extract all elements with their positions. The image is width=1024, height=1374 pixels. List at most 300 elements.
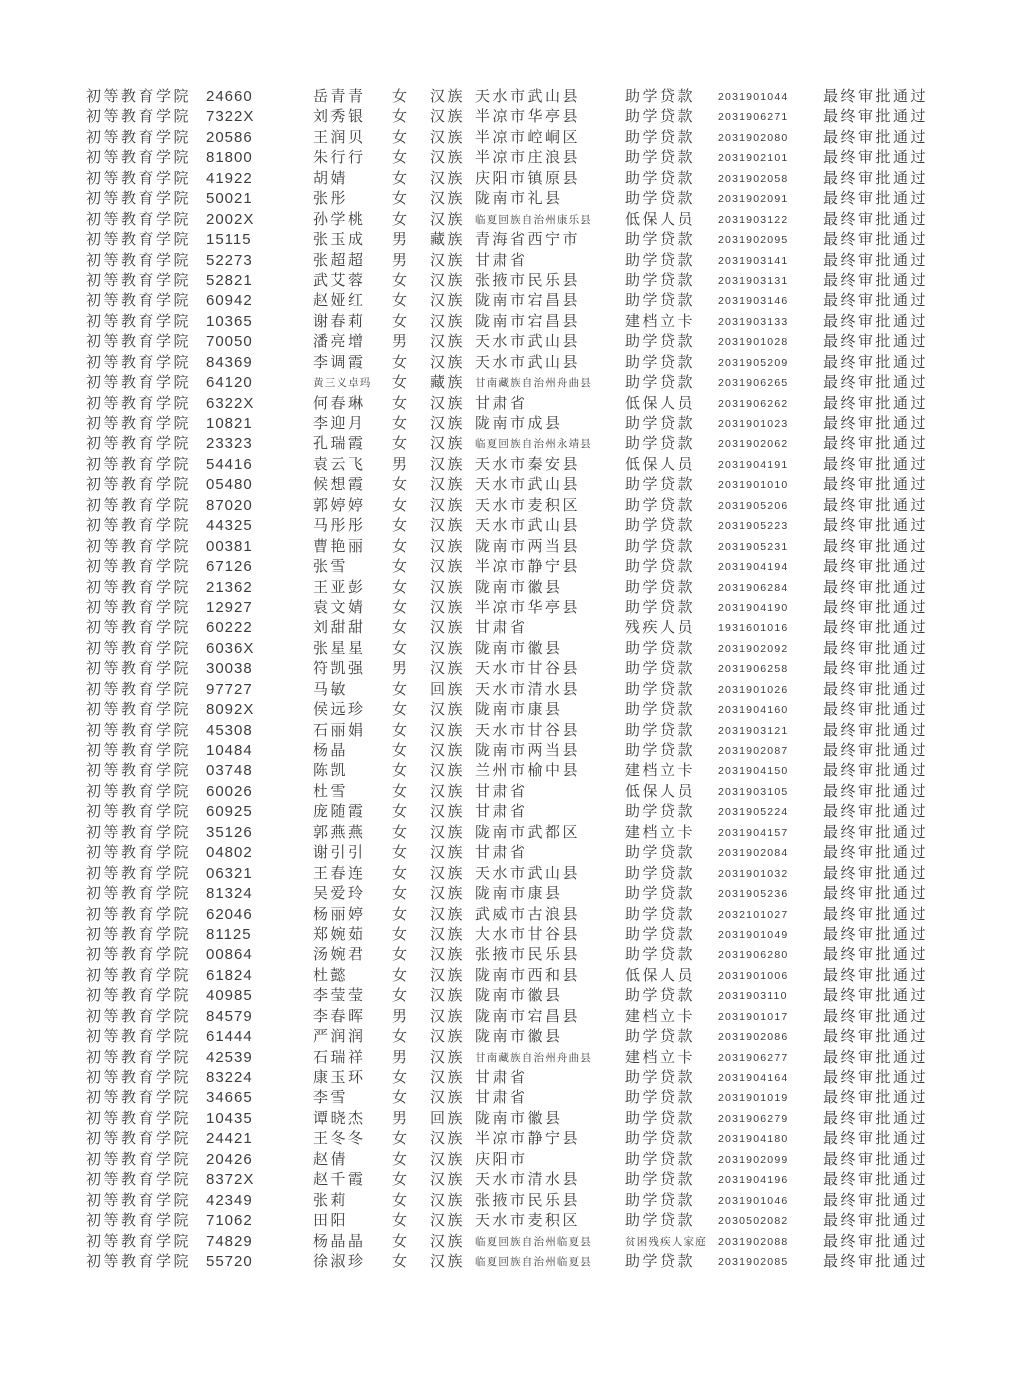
name-cell: 杨晶 <box>313 742 349 759</box>
name-cell: 岳青青 <box>313 88 366 105</box>
ethnicity-cell: 汉族 <box>430 210 466 228</box>
ethnicity-cell: 汉族 <box>430 537 466 555</box>
table-row <box>0 700 1024 720</box>
name-cell: 李迎月 <box>313 415 366 432</box>
app_no-cell: 2031903122 <box>718 213 789 226</box>
gender-cell: 男 <box>392 1048 410 1066</box>
college-cell: 初等教育学院 <box>86 149 192 167</box>
ethnicity-cell: 汉族 <box>430 190 466 208</box>
aid_type-cell: 低保人员 <box>625 455 696 473</box>
id-cell: 54416 <box>206 455 253 473</box>
id-cell: 55720 <box>206 1252 253 1270</box>
aid_type-cell: 助学贷款 <box>625 190 696 208</box>
app_no-cell: 2031903110 <box>718 990 788 1003</box>
origin-cell: 天水市麦积区 <box>475 496 581 514</box>
origin-cell: 庆阳市镇原县 <box>475 169 581 187</box>
name-cell: 朱行行 <box>313 149 366 167</box>
app_no-cell: 2031902058 <box>718 172 789 185</box>
gender-cell: 女 <box>392 353 410 371</box>
ethnicity-cell: 汉族 <box>430 333 466 351</box>
id-cell: 00864 <box>206 946 253 964</box>
ethnicity-cell: 汉族 <box>430 1191 466 1209</box>
ethnicity-cell: 汉族 <box>430 1171 466 1189</box>
id-cell: 60925 <box>206 803 253 821</box>
origin-cell: 陇南市徽县 <box>475 578 563 596</box>
status-cell: 最终审批通过 <box>823 619 929 637</box>
aid_type-cell: 助学贷款 <box>625 925 696 943</box>
college-cell: 初等教育学院 <box>86 558 192 576</box>
college-cell: 初等教育学院 <box>86 987 192 1005</box>
status-cell: 最终审批通过 <box>823 639 929 657</box>
gender-cell: 女 <box>392 169 410 187</box>
status-cell: 最终审批通过 <box>823 987 929 1005</box>
gender-cell: 女 <box>392 108 410 126</box>
id-cell: 24421 <box>206 1130 253 1148</box>
college-cell: 初等教育学院 <box>86 1171 192 1189</box>
origin-cell: 半凉市静宁县 <box>475 1130 581 1148</box>
aid_type-cell: 助学贷款 <box>625 639 696 657</box>
ethnicity-cell: 汉族 <box>430 885 466 903</box>
ethnicity-cell: 汉族 <box>430 108 466 126</box>
id-cell: 2002X <box>206 210 255 228</box>
origin-cell: 天水市武山县 <box>475 864 581 882</box>
app_no-cell: 2031901044 <box>718 91 789 103</box>
origin-cell: 甘肃省 <box>475 1069 528 1086</box>
name-cell: 张雪 <box>313 558 349 576</box>
table-row <box>0 1252 1024 1272</box>
table-row <box>0 1088 1024 1108</box>
college-cell: 初等教育学院 <box>86 1232 192 1250</box>
aid_type-cell: 助学贷款 <box>625 578 696 596</box>
app_no-cell: 2031902095 <box>718 234 789 247</box>
name-cell: 曹艳丽 <box>313 537 366 555</box>
gender-cell: 女 <box>392 271 410 289</box>
table-row <box>0 741 1024 761</box>
origin-cell: 半凉市庄浪县 <box>475 149 581 167</box>
name-cell: 杨晶晶 <box>313 1232 366 1250</box>
app_no-cell: 2031906265 <box>718 377 789 390</box>
aid_type-cell: 助学贷款 <box>625 88 696 105</box>
app_no-cell: 2031904191 <box>718 458 789 471</box>
app_no-cell: 2031906271 <box>718 111 789 124</box>
name-cell: 郭婷婷 <box>313 496 366 514</box>
ethnicity-cell: 汉族 <box>430 823 466 841</box>
id-cell: 61444 <box>206 1028 253 1046</box>
table-row <box>0 107 1024 127</box>
status-cell: 最终审批通过 <box>823 721 929 739</box>
name-cell: 张超超 <box>313 251 366 269</box>
id-cell: 60026 <box>206 782 253 800</box>
aid_type-cell: 助学贷款 <box>625 1171 696 1189</box>
id-cell: 42539 <box>206 1048 253 1066</box>
id-cell: 52273 <box>206 251 253 269</box>
id-cell: 67126 <box>206 558 253 576</box>
ethnicity-cell: 汉族 <box>430 925 466 943</box>
college-cell: 初等教育学院 <box>86 231 192 249</box>
app_no-cell: 2031906279 <box>718 1112 789 1125</box>
ethnicity-cell: 汉族 <box>430 578 466 596</box>
ethnicity-cell: 汉族 <box>430 1232 466 1250</box>
origin-cell: 半凉市华亭县 <box>475 598 581 616</box>
table-row <box>0 1232 1024 1252</box>
name-cell: 何春琳 <box>313 394 366 412</box>
table-row <box>0 87 1024 107</box>
origin-cell: 陇南市徽县 <box>475 639 563 657</box>
aid_type-cell: 助学贷款 <box>625 374 696 392</box>
name-cell: 候想霞 <box>313 476 366 494</box>
origin-cell: 天水市清水县 <box>475 680 581 698</box>
aid_type-cell: 助学贷款 <box>625 496 696 514</box>
name-cell: 汤婉君 <box>313 946 366 964</box>
status-cell: 最终审批通过 <box>823 231 929 249</box>
origin-cell: 陇南市两当县 <box>475 537 581 555</box>
table-row <box>0 802 1024 822</box>
table-row <box>0 475 1024 495</box>
origin-cell: 大水市甘谷县 <box>475 925 581 943</box>
college-cell: 初等教育学院 <box>86 925 192 943</box>
college-cell: 初等教育学院 <box>86 292 192 310</box>
app_no-cell: 2031902080 <box>718 131 789 144</box>
college-cell: 初等教育学院 <box>86 455 192 473</box>
app_no-cell: 2031903131 <box>718 274 789 287</box>
name-cell: 李雪 <box>313 1089 349 1107</box>
status-cell: 最终审批通过 <box>823 558 929 576</box>
id-cell: 8372X <box>206 1171 255 1189</box>
name-cell: 潘亮增 <box>313 333 366 351</box>
origin-cell: 甘肃省 <box>475 394 528 412</box>
aid_type-cell: 助学贷款 <box>625 128 696 146</box>
id-cell: 12927 <box>206 598 253 616</box>
gender-cell: 女 <box>392 517 410 535</box>
table-row <box>0 434 1024 454</box>
status-cell: 最终审批通过 <box>823 1028 929 1046</box>
table-row <box>0 864 1024 884</box>
aid_type-cell: 助学贷款 <box>625 1130 696 1148</box>
college-cell: 初等教育学院 <box>86 639 192 657</box>
ethnicity-cell: 汉族 <box>430 1212 466 1230</box>
origin-cell: 张掖市民乐县 <box>475 946 581 964</box>
origin-cell: 武威市古浪县 <box>475 905 581 923</box>
table-row <box>0 945 1024 965</box>
college-cell: 初等教育学院 <box>86 1028 192 1046</box>
table-row <box>0 598 1024 618</box>
app_no-cell: 2031904196 <box>718 1174 789 1187</box>
status-cell: 最终审批通过 <box>823 251 929 269</box>
status-cell: 最终审批通过 <box>823 415 929 432</box>
table-row <box>0 332 1024 352</box>
name-cell: 李春晖 <box>313 1007 366 1025</box>
id-cell: 30038 <box>206 660 253 678</box>
status-cell: 最终审批通过 <box>823 782 929 800</box>
status-cell: 最终审批通过 <box>823 1232 929 1250</box>
aid_type-cell: 助学贷款 <box>625 271 696 289</box>
aid_type-cell: 助学贷款 <box>625 149 696 167</box>
name-cell: 袁文婧 <box>313 598 366 616</box>
id-cell: 23323 <box>206 435 253 453</box>
id-cell: 81324 <box>206 885 253 903</box>
name-cell: 谢春莉 <box>313 312 366 330</box>
aid_type-cell: 助学贷款 <box>625 558 696 576</box>
name-cell: 赵娅红 <box>313 292 366 310</box>
origin-cell: 天水市武山县 <box>475 353 581 371</box>
app_no-cell: 2032101027 <box>718 908 789 921</box>
ethnicity-cell: 汉族 <box>430 721 466 739</box>
name-cell: 杨丽婷 <box>313 905 366 923</box>
origin-cell: 天水市甘谷县 <box>475 721 581 739</box>
origin-cell: 兰州市榆中县 <box>475 762 581 780</box>
ethnicity-cell: 汉族 <box>430 476 466 494</box>
gender-cell: 女 <box>392 1069 410 1086</box>
college-cell: 初等教育学院 <box>86 333 192 351</box>
aid_type-cell: 建档立卡 <box>625 312 696 330</box>
origin-cell: 天水市武山县 <box>475 88 581 105</box>
app_no-cell: 2031902091 <box>718 193 789 206</box>
origin-cell: 天水市甘谷县 <box>475 660 581 678</box>
table-row <box>0 312 1024 332</box>
gender-cell: 男 <box>392 231 410 249</box>
table-row <box>0 578 1024 598</box>
college-cell: 初等教育学院 <box>86 1069 192 1086</box>
status-cell: 最终审批通过 <box>823 455 929 473</box>
name-cell: 谢引引 <box>313 844 366 862</box>
id-cell: 71062 <box>206 1212 253 1230</box>
name-cell: 李莹莹 <box>313 987 366 1005</box>
ethnicity-cell: 汉族 <box>430 496 466 514</box>
college-cell: 初等教育学院 <box>86 1089 192 1107</box>
id-cell: 20426 <box>206 1150 253 1168</box>
aid_type-cell: 低保人员 <box>625 394 696 412</box>
ethnicity-cell: 汉族 <box>430 966 466 984</box>
college-cell: 初等教育学院 <box>86 435 192 453</box>
status-cell: 最终审批通过 <box>823 1171 929 1189</box>
aid_type-cell: 助学贷款 <box>625 1069 696 1086</box>
id-cell: 04802 <box>206 844 253 862</box>
gender-cell: 女 <box>392 946 410 964</box>
name-cell: 张彤 <box>313 190 349 208</box>
app_no-cell: 2031901046 <box>718 1194 789 1207</box>
ethnicity-cell: 回族 <box>430 1109 466 1127</box>
id-cell: 24660 <box>206 88 253 105</box>
table-row <box>0 516 1024 536</box>
origin-cell: 陇南市徽县 <box>475 987 563 1005</box>
app_no-cell: 2031905209 <box>718 356 789 369</box>
ethnicity-cell: 汉族 <box>430 1252 466 1270</box>
gender-cell: 女 <box>392 415 410 432</box>
gender-cell: 女 <box>392 537 410 555</box>
table-row <box>0 414 1024 434</box>
id-cell: 84579 <box>206 1007 253 1025</box>
status-cell: 最终审批通过 <box>823 353 929 371</box>
gender-cell: 女 <box>392 1252 410 1270</box>
name-cell: 马敏 <box>313 680 349 698</box>
ethnicity-cell: 汉族 <box>430 517 466 535</box>
name-cell: 石瑞祥 <box>313 1048 366 1066</box>
college-cell: 初等教育学院 <box>86 782 192 800</box>
gender-cell: 女 <box>392 905 410 923</box>
status-cell: 最终审批通过 <box>823 660 929 678</box>
name-cell: 孙学桃 <box>313 210 366 228</box>
table-row <box>0 884 1024 904</box>
name-cell: 田阳 <box>313 1212 349 1230</box>
app_no-cell: 2031905236 <box>718 888 789 901</box>
status-cell: 最终审批通过 <box>823 169 929 187</box>
college-cell: 初等教育学院 <box>86 619 192 637</box>
table-row <box>0 843 1024 863</box>
aid_type-cell: 低保人员 <box>625 966 696 984</box>
status-cell: 最终审批通过 <box>823 1150 929 1168</box>
origin-cell: 天水市武山县 <box>475 476 581 494</box>
name-cell: 康玉环 <box>313 1069 366 1086</box>
ethnicity-cell: 汉族 <box>430 782 466 800</box>
app_no-cell: 2031904180 <box>718 1133 789 1146</box>
table-row <box>0 1068 1024 1088</box>
aid_type-cell: 助学贷款 <box>625 292 696 310</box>
gender-cell: 女 <box>392 598 410 616</box>
status-cell: 最终审批通过 <box>823 88 929 105</box>
ethnicity-cell: 汉族 <box>430 1089 466 1107</box>
gender-cell: 女 <box>392 844 410 862</box>
name-cell: 孔瑞霞 <box>313 435 366 453</box>
aid_type-cell: 助学贷款 <box>625 742 696 759</box>
college-cell: 初等教育学院 <box>86 394 192 412</box>
name-cell: 黄三义卓玛 <box>313 377 372 390</box>
app_no-cell: 2031902062 <box>718 438 789 451</box>
aid_type-cell: 助学贷款 <box>625 946 696 964</box>
ethnicity-cell: 汉族 <box>430 598 466 616</box>
table-row <box>0 721 1024 741</box>
gender-cell: 女 <box>392 1130 410 1148</box>
status-cell: 最终审批通过 <box>823 394 929 412</box>
gender-cell: 女 <box>392 435 410 453</box>
gender-cell: 女 <box>392 885 410 903</box>
aid_type-cell: 助学贷款 <box>625 1089 696 1107</box>
table-row <box>0 618 1024 638</box>
aid_type-cell: 助学贷款 <box>625 435 696 453</box>
ethnicity-cell: 汉族 <box>430 1028 466 1046</box>
id-cell: 97727 <box>206 680 253 698</box>
table-row <box>0 291 1024 311</box>
app_no-cell: 2031901049 <box>718 928 789 941</box>
id-cell: 70050 <box>206 333 253 351</box>
aid_type-cell: 助学贷款 <box>625 353 696 371</box>
app_no-cell: 2031906262 <box>718 397 789 410</box>
name-cell: 陈凯 <box>313 762 349 780</box>
app_no-cell: 2031901028 <box>718 336 789 349</box>
ethnicity-cell: 汉族 <box>430 558 466 576</box>
gender-cell: 女 <box>392 803 410 821</box>
aid_type-cell: 助学贷款 <box>625 803 696 821</box>
table-row <box>0 394 1024 414</box>
app_no-cell: 2031905231 <box>718 540 789 553</box>
app_no-cell: 1931601016 <box>718 622 789 635</box>
name-cell: 王春连 <box>313 864 366 882</box>
gender-cell: 女 <box>392 312 410 330</box>
aid_type-cell: 助学贷款 <box>625 1028 696 1046</box>
id-cell: 6036X <box>206 639 255 657</box>
id-cell: 21362 <box>206 578 253 596</box>
table-row <box>0 1191 1024 1211</box>
app_no-cell: 2031905206 <box>718 499 789 512</box>
origin-cell: 陇南市西和县 <box>475 966 581 984</box>
gender-cell: 男 <box>392 1007 410 1025</box>
status-cell: 最终审批通过 <box>823 1109 929 1127</box>
status-cell: 最终审批通过 <box>823 1069 929 1086</box>
gender-cell: 女 <box>392 496 410 514</box>
id-cell: 42349 <box>206 1191 253 1209</box>
origin-cell: 张掖市民乐县 <box>475 1191 581 1209</box>
app_no-cell: 2031902092 <box>718 642 789 655</box>
college-cell: 初等教育学院 <box>86 88 192 105</box>
table-row <box>0 148 1024 168</box>
origin-cell: 陇南市徽县 <box>475 1028 563 1046</box>
college-cell: 初等教育学院 <box>86 169 192 187</box>
status-cell: 最终审批通过 <box>823 864 929 882</box>
status-cell: 最终审批通过 <box>823 374 929 392</box>
id-cell: 05480 <box>206 476 253 494</box>
college-cell: 初等教育学院 <box>86 1109 192 1127</box>
ethnicity-cell: 汉族 <box>430 128 466 146</box>
table-row <box>0 537 1024 557</box>
status-cell: 最终审批通过 <box>823 701 929 719</box>
name-cell: 袁云飞 <box>313 455 366 473</box>
table-row <box>0 271 1024 291</box>
gender-cell: 女 <box>392 149 410 167</box>
ethnicity-cell: 汉族 <box>430 639 466 657</box>
ethnicity-cell: 汉族 <box>430 394 466 412</box>
origin-cell: 青海省西宁市 <box>475 231 581 249</box>
origin-cell: 甘肃省 <box>475 803 528 821</box>
college-cell: 初等教育学院 <box>86 762 192 780</box>
college-cell: 初等教育学院 <box>86 496 192 514</box>
app_no-cell: 2031902085 <box>718 1255 789 1268</box>
college-cell: 初等教育学院 <box>86 1252 192 1270</box>
name-cell: 王润贝 <box>313 128 366 146</box>
gender-cell: 男 <box>392 455 410 473</box>
origin-cell: 陇南市康县 <box>475 885 563 903</box>
aid_type-cell: 助学贷款 <box>625 169 696 187</box>
aid_type-cell: 助学贷款 <box>625 415 696 432</box>
aid_type-cell: 助学贷款 <box>625 905 696 923</box>
status-cell: 最终审批通过 <box>823 885 929 903</box>
ethnicity-cell: 汉族 <box>430 803 466 821</box>
origin-cell: 陇南市康县 <box>475 701 563 719</box>
origin-cell: 临夏回族自治州康乐县 <box>475 213 592 226</box>
college-cell: 初等教育学院 <box>86 128 192 146</box>
app_no-cell: 2031901032 <box>718 867 789 880</box>
table-row <box>0 986 1024 1006</box>
table-row <box>0 353 1024 373</box>
status-cell: 最终审批通过 <box>823 803 929 821</box>
origin-cell: 临夏回族自治州临夏县 <box>475 1235 592 1248</box>
aid_type-cell: 助学贷款 <box>625 517 696 535</box>
app_no-cell: 2031903133 <box>718 315 789 328</box>
table-row <box>0 210 1024 230</box>
id-cell: 7322X <box>206 108 255 126</box>
origin-cell: 半凉市静宁县 <box>475 558 581 576</box>
name-cell: 赵倩 <box>313 1150 349 1168</box>
status-cell: 最终审批通过 <box>823 742 929 759</box>
id-cell: 81125 <box>206 925 252 943</box>
app_no-cell: 2031901006 <box>718 969 789 982</box>
origin-cell: 甘肃省 <box>475 1089 528 1107</box>
id-cell: 62046 <box>206 905 253 923</box>
status-cell: 最终审批通过 <box>823 1130 929 1148</box>
id-cell: 84369 <box>206 353 253 371</box>
name-cell: 吴爱玲 <box>313 885 366 903</box>
gender-cell: 女 <box>392 190 410 208</box>
app_no-cell: 2031904150 <box>718 765 789 778</box>
app_no-cell: 2031903105 <box>718 785 789 798</box>
